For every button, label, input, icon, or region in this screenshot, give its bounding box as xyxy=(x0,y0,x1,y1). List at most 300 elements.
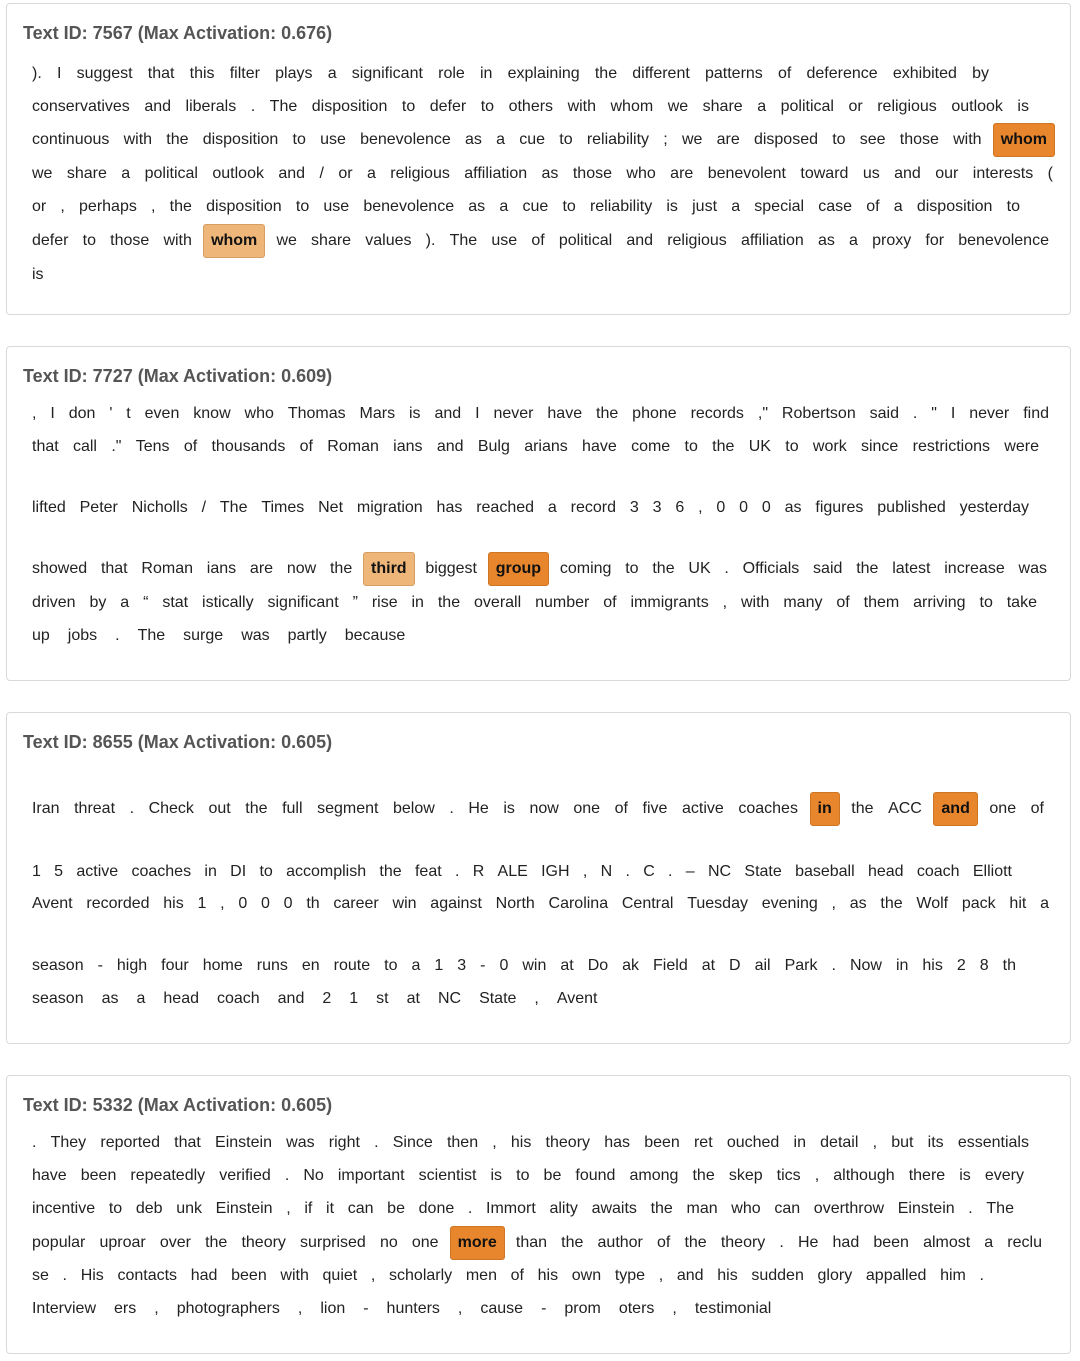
token: to xyxy=(82,232,96,249)
token: political xyxy=(558,232,613,249)
token: many xyxy=(783,594,823,611)
token: 0 xyxy=(238,895,248,912)
token: has xyxy=(604,1134,630,1151)
token: been xyxy=(80,1167,117,1184)
token: cause xyxy=(480,1300,524,1317)
token: - xyxy=(97,957,103,974)
token: is xyxy=(490,1167,503,1184)
token: the xyxy=(205,1234,228,1251)
token: even xyxy=(144,405,180,422)
token: C xyxy=(643,863,655,880)
token: to xyxy=(785,438,799,455)
token: disposed xyxy=(753,131,818,148)
token: . xyxy=(454,863,460,880)
token: win xyxy=(522,957,547,974)
token: toward xyxy=(800,165,849,182)
token: Avent xyxy=(556,990,598,1007)
token: State xyxy=(479,990,517,1007)
token: benevolence xyxy=(363,198,455,215)
token: the xyxy=(684,1234,707,1251)
token: . xyxy=(62,1267,67,1284)
token: with xyxy=(740,594,770,611)
token: of xyxy=(510,1267,524,1284)
token: arriving xyxy=(913,594,966,611)
token: unk xyxy=(176,1200,202,1217)
token: reported xyxy=(100,1134,160,1151)
token: theory xyxy=(241,1234,286,1251)
token: is xyxy=(31,266,44,283)
token: the xyxy=(856,560,879,577)
token: although xyxy=(833,1167,895,1184)
token: He xyxy=(797,1234,819,1251)
token-line xyxy=(7,1196,1070,1222)
token: are xyxy=(670,165,694,182)
token: whom xyxy=(610,98,654,115)
token: we xyxy=(276,232,297,249)
token: a xyxy=(136,990,146,1007)
token: . xyxy=(912,405,918,422)
token: at xyxy=(406,990,420,1007)
token: share xyxy=(66,165,107,182)
token: those xyxy=(110,232,150,249)
token: there xyxy=(908,1167,946,1184)
token: be xyxy=(387,1200,405,1217)
token: ail xyxy=(754,957,771,974)
token: outlook xyxy=(212,165,264,182)
token: have xyxy=(547,405,583,422)
token: as xyxy=(468,198,486,215)
token: been xyxy=(644,1134,680,1151)
token: to xyxy=(684,438,698,455)
token: with xyxy=(567,98,597,115)
token: . xyxy=(968,1200,973,1217)
token: never xyxy=(969,405,1010,422)
token: “ xyxy=(143,594,149,611)
token: . xyxy=(374,1134,379,1151)
token: we xyxy=(681,131,703,148)
token: never xyxy=(493,405,534,422)
token: and xyxy=(436,438,464,455)
token: his xyxy=(717,1267,738,1284)
token: surge xyxy=(183,627,224,644)
token: 6 xyxy=(675,499,685,516)
token: is xyxy=(666,198,678,215)
token: photographers xyxy=(176,1300,280,1317)
token: continuous xyxy=(32,131,110,148)
token: st xyxy=(376,990,389,1007)
token: Nicholls xyxy=(131,499,188,516)
token: its xyxy=(927,1134,944,1151)
token: or xyxy=(338,165,353,182)
token: as xyxy=(541,165,559,182)
token: the xyxy=(379,863,402,880)
token: to xyxy=(295,198,310,215)
token: since xyxy=(860,438,899,455)
token: segment xyxy=(317,800,379,817)
token: right xyxy=(328,1134,360,1151)
token: , xyxy=(872,1134,878,1151)
token: Net xyxy=(318,499,344,516)
token: , xyxy=(582,863,588,880)
token-line xyxy=(7,796,1070,822)
token: or xyxy=(31,198,47,215)
token: increase xyxy=(944,560,1005,577)
token: The xyxy=(137,627,166,644)
token: Now xyxy=(849,957,882,974)
token: the xyxy=(596,405,619,422)
token: coming xyxy=(559,560,612,577)
token: runs xyxy=(256,957,288,974)
token: affiliation xyxy=(464,165,528,182)
token: the xyxy=(594,65,618,82)
token: Einstein xyxy=(215,1200,273,1217)
token: 0 xyxy=(261,895,270,912)
token: Iran xyxy=(31,800,60,817)
token-line xyxy=(7,434,1070,460)
highlighted-token: group xyxy=(488,552,549,586)
token: coach xyxy=(216,990,260,1007)
highlighted-token: in xyxy=(810,792,840,826)
token: one xyxy=(573,800,601,817)
token: tics xyxy=(776,1167,801,1184)
token: one xyxy=(411,1234,439,1251)
token: theory xyxy=(545,1134,591,1151)
token: , xyxy=(370,1267,376,1284)
token: to xyxy=(1006,198,1020,215)
token: his xyxy=(163,895,184,912)
token: as xyxy=(817,232,835,249)
token: 1 xyxy=(349,990,359,1007)
token: of xyxy=(299,438,313,455)
token: is xyxy=(1017,98,1029,115)
token: ). xyxy=(425,232,436,249)
token-line xyxy=(7,61,1070,87)
token: scientist xyxy=(418,1167,477,1184)
token: pack xyxy=(961,895,996,912)
token: repeatedly xyxy=(130,1167,206,1184)
token: have xyxy=(31,1167,67,1184)
token: active xyxy=(682,800,724,817)
token: coaches xyxy=(738,800,798,817)
token: stat xyxy=(162,594,189,611)
token: them xyxy=(863,594,900,611)
token: we xyxy=(667,98,689,115)
token: share xyxy=(311,232,352,249)
token: the xyxy=(245,800,268,817)
token: a xyxy=(411,957,421,974)
token: ," xyxy=(757,405,768,422)
token: over xyxy=(159,1234,191,1251)
token: oters xyxy=(618,1300,655,1317)
token: " xyxy=(931,405,937,422)
example-title: Text ID: 5332 (Max Activation: 0.605) xyxy=(23,1095,333,1115)
token: latest xyxy=(892,560,931,577)
token: of xyxy=(777,65,792,82)
token: and xyxy=(278,165,306,182)
example-title: Text ID: 7567 (Max Activation: 0.676) xyxy=(23,23,333,43)
token: ' xyxy=(109,405,113,422)
token: skep xyxy=(728,1167,763,1184)
token: surprised xyxy=(300,1234,366,1251)
token: – xyxy=(685,863,695,880)
token: season xyxy=(32,957,84,974)
token: Robertson xyxy=(781,405,856,422)
token: - xyxy=(363,1300,369,1317)
token: appalled xyxy=(865,1267,927,1284)
token: and xyxy=(144,98,172,115)
token: They xyxy=(50,1134,87,1151)
token: full xyxy=(282,800,303,817)
token: as xyxy=(849,895,867,912)
token: . xyxy=(668,863,673,880)
token: I xyxy=(950,405,956,422)
token: because xyxy=(344,627,406,644)
token: religious xyxy=(667,232,727,249)
token: testimonial xyxy=(694,1300,772,1317)
token-line xyxy=(7,986,1070,1012)
token: who xyxy=(244,405,274,422)
token: and xyxy=(434,405,462,422)
token: found xyxy=(575,1167,616,1184)
token: that xyxy=(147,65,175,82)
token: are xyxy=(716,131,740,148)
token: every xyxy=(984,1167,1024,1184)
token: career xyxy=(333,895,379,912)
token: hit xyxy=(1009,895,1027,912)
token: The xyxy=(269,98,298,115)
token: at xyxy=(560,957,574,974)
token: in xyxy=(895,957,909,974)
token: North xyxy=(495,895,535,912)
token: baseball xyxy=(795,863,855,880)
token: of xyxy=(531,232,545,249)
token: proxy xyxy=(872,232,912,249)
token: Peter xyxy=(79,499,118,516)
token: than xyxy=(515,1234,548,1251)
token: , xyxy=(151,198,156,215)
token: 2 xyxy=(322,990,332,1007)
token: his xyxy=(537,1267,559,1284)
token: liberals xyxy=(185,98,237,115)
token: if xyxy=(304,1200,313,1217)
token: NC xyxy=(437,990,462,1007)
token-line xyxy=(7,228,1070,254)
token: disposition xyxy=(202,131,279,148)
token: istically xyxy=(202,594,254,611)
token: use xyxy=(320,131,346,148)
token: use xyxy=(323,198,350,215)
token: as xyxy=(784,499,802,516)
token: overthrow xyxy=(813,1200,885,1217)
token: figures xyxy=(815,499,864,516)
token: 1 xyxy=(197,895,207,912)
token-line xyxy=(7,1163,1070,1189)
token: as xyxy=(101,990,119,1007)
token: jobs xyxy=(67,627,98,644)
highlighted-token: third xyxy=(363,552,415,586)
token: Roman xyxy=(327,438,379,455)
example-card xyxy=(6,1075,1071,1354)
token: His xyxy=(80,1267,104,1284)
token: and xyxy=(894,165,921,182)
token: season xyxy=(32,990,84,1007)
token: I xyxy=(56,65,62,82)
token: been xyxy=(231,1267,267,1284)
token: rise xyxy=(371,594,398,611)
token: a xyxy=(496,131,506,148)
token: a xyxy=(893,198,903,215)
token: , xyxy=(698,499,703,516)
token-line xyxy=(7,194,1070,220)
token: ers xyxy=(114,1300,137,1317)
token: detail xyxy=(820,1134,859,1151)
token: , xyxy=(297,1300,303,1317)
token: awaits xyxy=(591,1200,637,1217)
token: ians xyxy=(206,560,237,577)
token: four xyxy=(161,957,189,974)
example-card xyxy=(6,712,1071,1044)
token: Tuesday xyxy=(687,895,748,912)
token: perhaps xyxy=(79,198,137,215)
token: - xyxy=(541,1300,547,1317)
token: 0 xyxy=(739,499,749,516)
token: and xyxy=(277,990,305,1007)
token: 3 xyxy=(457,957,467,974)
token: prom xyxy=(564,1300,601,1317)
token: then xyxy=(446,1134,479,1151)
token-line xyxy=(7,262,1070,288)
token: author xyxy=(597,1234,643,1251)
token: to xyxy=(559,131,573,148)
token: lifted xyxy=(32,499,66,516)
token: ACC xyxy=(888,800,922,817)
token: reliability xyxy=(586,131,650,148)
token: D xyxy=(729,957,741,974)
token: The xyxy=(986,1200,1014,1217)
token: a xyxy=(1040,895,1049,912)
example-title: Text ID: 8655 (Max Activation: 0.605) xyxy=(23,732,333,752)
token: . xyxy=(449,800,454,817)
token: by xyxy=(972,65,989,82)
token: 0 xyxy=(499,957,509,974)
token: coaches xyxy=(131,863,192,880)
token: 1 xyxy=(434,957,444,974)
token: th xyxy=(306,895,320,912)
token: record xyxy=(570,499,616,516)
token: significant xyxy=(267,594,339,611)
token: role xyxy=(438,65,465,82)
token: 3 xyxy=(652,499,662,516)
token: , xyxy=(457,1300,463,1317)
token: a xyxy=(984,1234,994,1251)
token: been xyxy=(873,1234,909,1251)
token: Since xyxy=(392,1134,433,1151)
token: who xyxy=(731,1200,761,1217)
token: Do xyxy=(587,957,609,974)
token: values xyxy=(365,232,412,249)
token: has xyxy=(436,499,463,516)
token: immigrants xyxy=(630,594,709,611)
token: of xyxy=(866,198,880,215)
token: essentials xyxy=(957,1134,1029,1151)
token: that xyxy=(100,560,128,577)
token: religious xyxy=(877,98,937,115)
example-card xyxy=(6,3,1071,315)
token: - xyxy=(480,957,486,974)
token: out xyxy=(208,800,231,817)
token: is xyxy=(959,1167,971,1184)
token: up xyxy=(32,627,50,644)
token: suggest xyxy=(76,65,133,82)
token: a xyxy=(327,65,337,82)
token: published xyxy=(877,499,946,516)
token: to xyxy=(292,131,306,148)
token: the xyxy=(652,560,675,577)
token: a xyxy=(366,165,376,182)
token: ). xyxy=(31,65,42,82)
token: win xyxy=(392,895,417,912)
token: ak xyxy=(622,957,640,974)
token-line xyxy=(7,1230,1070,1256)
token: is xyxy=(503,800,515,817)
token: was xyxy=(1018,560,1047,577)
token: , xyxy=(286,1200,291,1217)
token: benevolence xyxy=(958,232,1049,249)
token: deb xyxy=(135,1200,163,1217)
token: plays xyxy=(275,65,313,82)
token: benevolent xyxy=(707,165,786,182)
token-line xyxy=(7,891,1070,917)
token: him xyxy=(940,1267,966,1284)
token: high xyxy=(116,957,148,974)
token: Avent xyxy=(32,895,73,912)
token: in xyxy=(479,65,493,82)
token: are xyxy=(249,560,274,577)
token: migration xyxy=(356,499,423,516)
token: man xyxy=(686,1200,718,1217)
token: in xyxy=(204,863,217,880)
token: done xyxy=(418,1200,455,1217)
token: scholarly xyxy=(389,1267,453,1284)
token: said xyxy=(813,560,843,577)
token-line xyxy=(7,127,1070,153)
token: 8 xyxy=(979,957,989,974)
token: a xyxy=(731,198,741,215)
token: case xyxy=(818,198,853,215)
token: it xyxy=(326,1200,335,1217)
token: NC xyxy=(708,863,732,880)
token: below xyxy=(393,800,435,817)
token: , xyxy=(220,895,225,912)
token: special xyxy=(754,198,805,215)
token: take xyxy=(1006,594,1037,611)
token-line xyxy=(7,859,1070,885)
token: to xyxy=(979,594,993,611)
token: explaining xyxy=(507,65,580,82)
token: affiliation xyxy=(740,232,804,249)
token: partly xyxy=(287,627,327,644)
highlighted-token: and xyxy=(933,792,977,826)
token: . xyxy=(779,1234,784,1251)
token: find xyxy=(1023,405,1049,422)
token: 0 xyxy=(761,499,771,516)
token: political xyxy=(144,165,198,182)
token: , xyxy=(831,895,836,912)
token: to xyxy=(832,131,846,148)
token: UK xyxy=(688,560,711,577)
token: almost xyxy=(923,1234,971,1251)
token: of xyxy=(1030,800,1044,817)
